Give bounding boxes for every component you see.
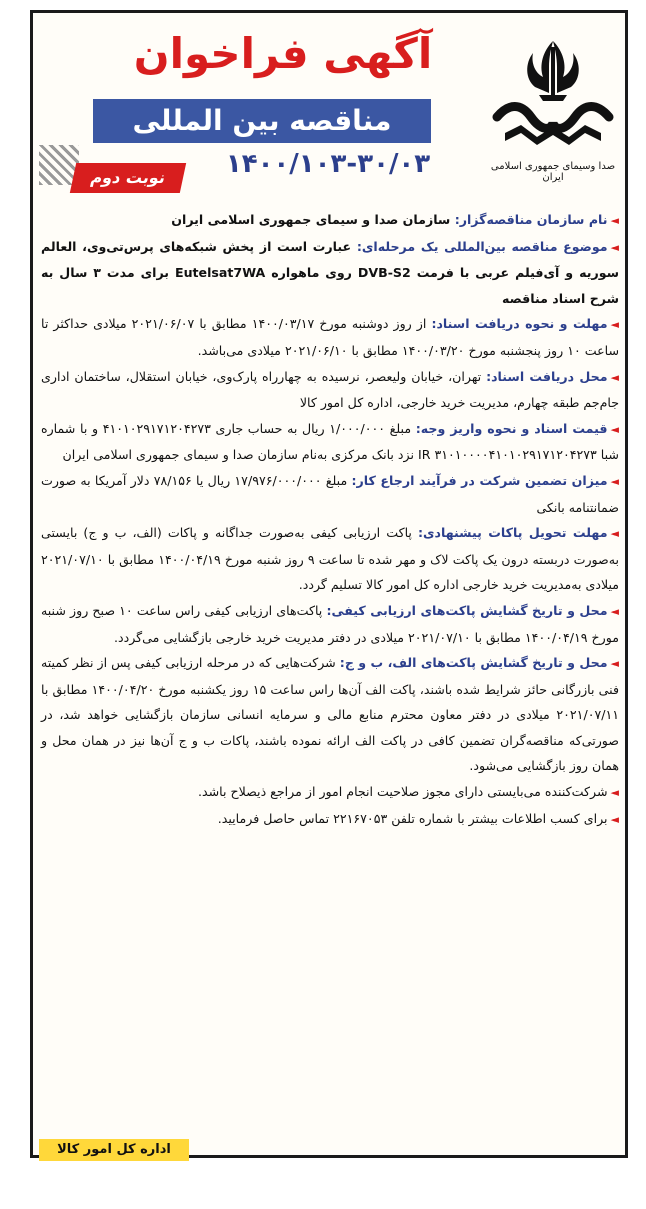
bullet-icon: ◄ bbox=[610, 527, 619, 541]
section-heading: قیمت اسناد و نحوه واریز وجه: bbox=[415, 420, 608, 436]
section-deadline bbox=[41, 311, 619, 363]
bullet-icon: ◄ bbox=[610, 604, 620, 618]
section-text: شرکت‌هایی که در مرحله ارزیابی کیفی پس از نظر کمیته فنی بازرگانی حائز شرایط شده باشند، پاکت الف آن‌ها راس ساعت ۱۵ روز یکشنبه مورخ ۱۴۰۰/۰۴/۲۰ مطابق با ۲۰۲۱/۰۷/۱۱ میلادی در دفتر معاون محترم منابع مالی و سرمایه انسانی سازمان بازگشایی خواهد شد، در صورتی‌که مناقصه‌گران تضمین کافی در پاکت الف ارائه نموده باشند، پاکات ب و ج آن‌ها نیز در همان محل و همان روز بازگشایی می‌شود. bbox=[41, 655, 619, 774]
section-text: شرکت‌کننده می‌بایستی دارای مجوز صلاحیت انجام امور از مراجع ذیصلاح باشد. bbox=[197, 784, 608, 800]
bullet-icon: ◄ bbox=[610, 214, 619, 227]
section-location bbox=[41, 364, 619, 416]
logo-caption: صدا وسیمای جمهوری اسلامی ایران bbox=[490, 161, 616, 183]
bullet-icon: ◄ bbox=[610, 657, 619, 671]
bullet-icon: ◄ bbox=[610, 370, 619, 384]
section-heading: مهلت و نحوه دریافت اسناد: bbox=[431, 316, 608, 332]
section-subject bbox=[41, 234, 619, 312]
ad-title: آگهی فراخوان bbox=[133, 29, 433, 78]
section-text: عبارت است از پخش شبکه‌های پرس‌تی‌وی، العالم سوریه و آی‌فیلم عربی با فرمت DVB-S2 روی ماهواره Eutelsat7WA برای مدت ۳ سال به شرح اسناد مناقصه bbox=[41, 238, 619, 306]
section-heading: محل و تاریخ گشایش پاکت‌های ارزیابی کیفی: bbox=[326, 602, 608, 618]
bullet-icon: ◄ bbox=[610, 474, 619, 488]
section-text: پاکت ارزیابی کیفی به‌صورت جداگانه و پاکات (الف، ب و ج) بایستی به‌صورت دربسته درون یک پاکت لاک و مهر شده تا ساعت ۹ روز شنبه مورخ ۱۴۰۰/۰۴/۱۹ مطابق با ۲۰۲۱/۰۷/۱۰ میلادی به‌مدیریت خرید خارجی اداره کل امور کالا تسلیم گردد. bbox=[41, 525, 619, 593]
bullet-icon: ◄ bbox=[610, 240, 619, 254]
section-text: تهران، خیابان ولیعصر، نرسیده به چهارراه پارک‌وی، خیابان استقلال، ساختمان اداری جام‌جم طبقه چهارم، مدیریت خرید خارجی، اداره کل امور کالا bbox=[41, 368, 619, 411]
section-text: سازمان صدا و سیمای جمهوری اسلامی ایران bbox=[171, 212, 455, 227]
section-guarantee bbox=[41, 468, 619, 520]
section-submission bbox=[41, 520, 619, 598]
tender-type-banner: مناقصه بین المللی bbox=[93, 99, 431, 143]
tender-number: ۱۴۰۰/۱۰۳-۳۰/۰۳ bbox=[225, 149, 431, 179]
section-heading: میزان تضمین شرکت در فرآیند ارجاع کار: bbox=[351, 472, 608, 488]
round-badge: نوبت دوم bbox=[70, 163, 186, 193]
section-organizer bbox=[41, 207, 619, 234]
irib-emblem-icon bbox=[491, 37, 615, 155]
section-text: از روز دوشنبه مورخ ۱۴۰۰/۰۳/۱۷ مطابق با ۲۰۲۱/۰۶/۰۷ میلادی حداکثر تا ساعت ۱۰ روز پنجشنبه مورخ ۱۴۰۰/۰۳/۲۰ مطابق با ۲۰۲۱/۰۶/۱۰ میلادی می‌باشد. bbox=[41, 316, 619, 358]
section-heading: محل دریافت اسناد: bbox=[486, 368, 608, 384]
footer-department: اداره کل امور کالا bbox=[39, 1139, 189, 1161]
section-quality-opening bbox=[41, 598, 619, 650]
ad-header bbox=[33, 13, 625, 203]
bullet-icon: ◄ bbox=[610, 422, 619, 436]
section-text: پاکت‌های ارزیابی کیفی راس ساعت ۱۰ صبح روز شنبه مورخ ۱۴۰۰/۰۴/۱۹ مطابق با ۲۰۲۱/۰۷/۱۰ میلادی در دفتر مدیریت خرید خارجی بازگشایی می‌گردد. bbox=[41, 602, 619, 645]
section-text: مبلغ ۱/۰۰۰/۰۰۰ ریال به حساب جاری ۴۱۰۱۰۲۹۱۷۱۲۰۴۲۷۳ و با شماره شبا IR ۳۱۰۱۰۰۰۰۴۱۰۱۰۲۹۱۷۱۲۰۴۲۷۳ نزد بانک مرکزی به‌نام سازمان صدا و سیمای جمهوری اسلامی ایران bbox=[41, 420, 619, 463]
section-heading: موضوع مناقصه بین‌المللی یک مرحله‌ای: bbox=[356, 238, 608, 254]
section-envelopes-opening bbox=[41, 650, 619, 779]
irib-logo bbox=[483, 37, 623, 187]
ad-body bbox=[41, 207, 619, 832]
section-text: مبلغ ۱۷/۹۷۶/۰۰۰/۰۰۰ ریال یا ۷۸/۱۵۶ دلار آمریکا به صورت ضمانتنامه بانکی bbox=[41, 472, 619, 515]
section-qualification-note bbox=[41, 779, 619, 806]
section-price bbox=[41, 416, 619, 468]
section-heading: نام سازمان مناقصه‌گزار: bbox=[454, 212, 608, 227]
bullet-icon: ◄ bbox=[610, 318, 619, 332]
section-heading: محل و تاریخ گشایش پاکت‌های الف، ب و ج: bbox=[339, 655, 608, 671]
section-text: برای کسب اطلاعات بیشتر با شماره تلفن ۲۲۱۶۷۰۵۳ تماس حاصل فرمایید. bbox=[217, 810, 608, 826]
tender-advertisement bbox=[30, 10, 628, 1158]
section-heading: مهلت تحویل پاکات پیشنهادی: bbox=[417, 525, 608, 541]
bullet-icon: ◄ bbox=[610, 786, 619, 800]
section-contact bbox=[41, 806, 619, 833]
bullet-icon: ◄ bbox=[610, 812, 619, 826]
